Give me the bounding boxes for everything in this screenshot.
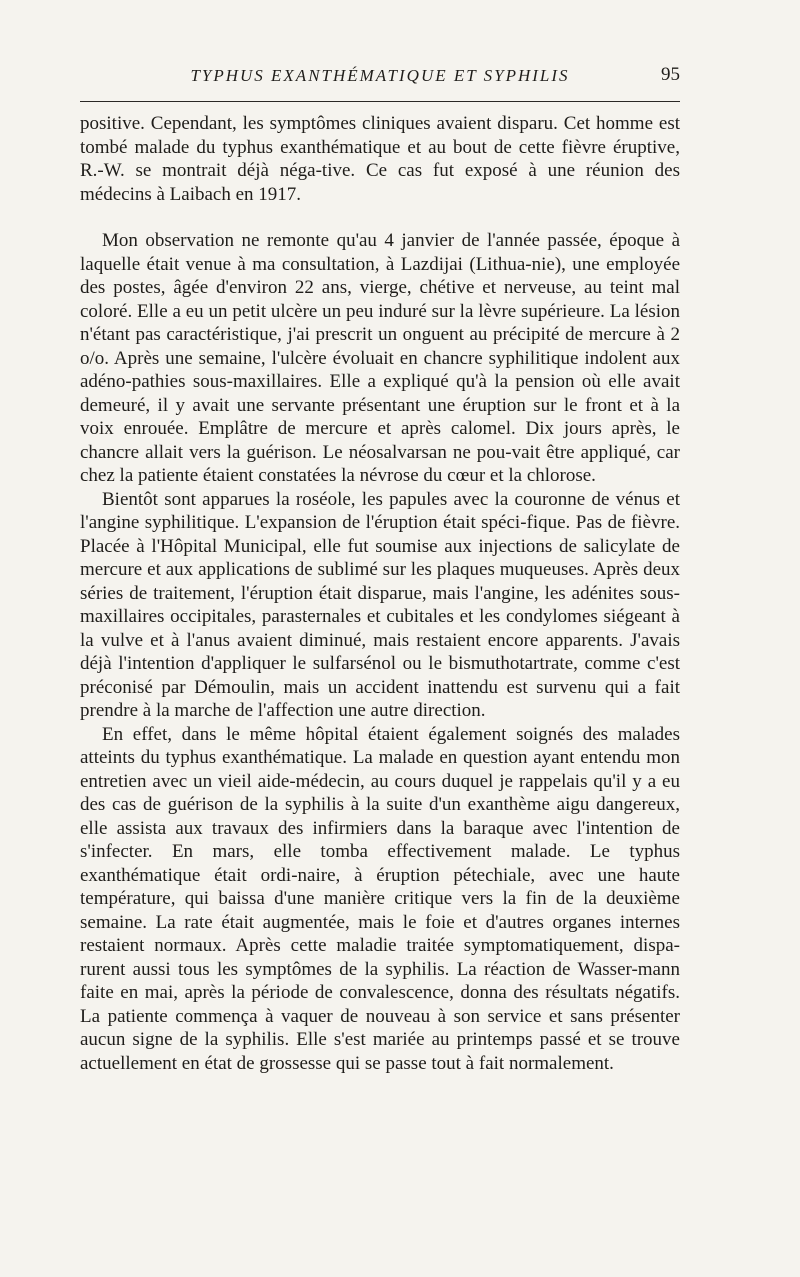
paragraph-1: positive. Cependant, les symptômes cliniques avaient disparu. Cet homme est tombé malade du typhus exanthématique et au bout de cette fièvre éruptive, R.-W. se montrait déjà néga-tive. Ce cas fut exposé à une réunion des médecins à Laibach en 1917. xyxy=(80,113,680,205)
header-rule xyxy=(80,101,680,102)
page-header xyxy=(80,62,680,92)
page-number: 95 xyxy=(661,64,680,85)
paragraph-3: Bientôt sont apparues la roséole, les papules avec la couronne de vénus et l'angine syphilitique. L'expansion de l'éruption était spéci-fique. Pas de fièvre. Placée à l'Hôpital Municipal, elle fut soumise aux injections de salicylate de mercure et aux applications de sublimé sur les plaques muqueuses. Après deux séries de traitement, l'éruption était disparue, mais l'angine, les adénites sous-maxillaires occipitales, parasternales et cubitales et les condylomes siégeant à la vulve et à l'anus avaient diminué, mais restaient encore apparents. J'avais déjà l'intention d'appliquer le sulfarsénol ou le bismuthotartrate, comme c'est préconisé par Démoulin, mais un accident inattendu est survenu qui a fait prendre à la marche de l'affection une autre direction. xyxy=(80,488,680,721)
paragraph-4: En effet, dans le même hôpital étaient également soignés des malades atteints du typhus exanthématique. La malade en question ayant entendu mon entretien avec un vieil aide-médecin, au cours duquel je rappelais qu'il y a eu des cas de guérison de la syphilis à la suite d'un exanthème aigu dangereux, elle assista aux travaux des infirmiers dans la baraque avec l'intention de s'infecter. En mars, elle tomba effectivement malade. Le typhus exanthématique était ordi-naire, à éruption pétechiale, avec une haute température, qui baissa d'une manière critique vers la fin de la deuxième semaine. La rate était augmentée, mais le foie et d'autres organes internes restaient normaux. Après cette maladie traitée symptomatiquement, dispa-rurent aussi tous les symptômes de la syphilis. La réaction de Wasser-mann faite en mai, après la période de convalescence, donna des résultats négatifs. La patiente commença à vaquer de nouveau à son service et sans présenter aucun signe de la syphilis. Elle s'est mariée au printemps passé et se trouve actuellement en état de grossesse qui se passe tout à fait normalement. xyxy=(80,723,680,1074)
running-title: TYPHUS EXANTHÉMATIQUE ET SYPHILIS xyxy=(190,66,570,85)
paragraph-2: Mon observation ne remonte qu'au 4 janvier de l'année passée, époque à laquelle était venue à ma consultation, à Lazdijai (Lithua-nie), une employée des postes, âgée d'environ 22 ans, vierge, chétive et nerveuse, au teint mal coloré. Elle a eu un petit ulcère un peu induré sur la lèvre supérieure. La lésion n'étant pas caractéristique, j'ai prescrit un onguent au précipité de mercure à 2 o/o. Après une semaine, l'ulcère évoluait en chancre syphilitique indolent aux adéno-pathies sous-maxillaires. Elle a expliqué qu'à la pension où elle avait demeuré, il y avait une servante présentant une éruption sur le front et à la voix enrouée. Emplâtre de mercure et après calomel. Dix jours après, le chancre allait vers la guérison. Le néosalvarsan ne pou-vait être appliqué, car chez la patiente étaient constatées la névrose du cœur et la chlorose. xyxy=(80,230,680,486)
body-text xyxy=(80,112,680,1075)
